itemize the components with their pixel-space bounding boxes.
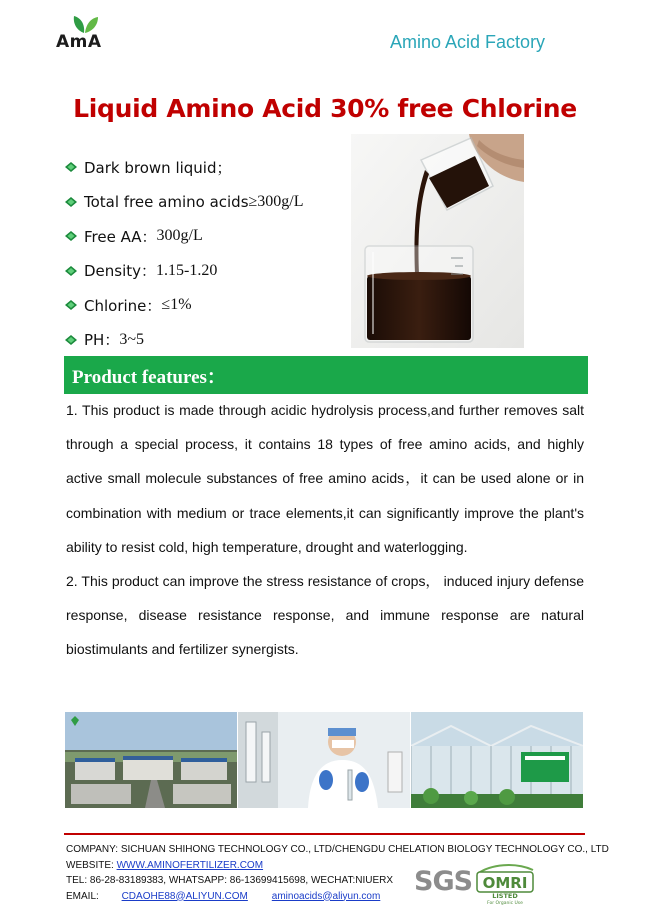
features-body bbox=[66, 393, 584, 667]
diamond-bullet-icon bbox=[64, 195, 78, 209]
spec-value: ≤1% bbox=[161, 296, 192, 314]
spec-label: Dark brown liquid； bbox=[84, 158, 232, 177]
spec-value: 1.15-1.20 bbox=[156, 261, 218, 279]
omri-listed: LISTED bbox=[492, 892, 518, 900]
email-label: EMAIL: bbox=[66, 890, 99, 902]
sgs-logo: SGS bbox=[414, 866, 473, 897]
list-item bbox=[64, 254, 344, 289]
diamond-bullet-icon bbox=[64, 264, 78, 278]
website-link[interactable]: WWW.AMINOFERTILIZER.COM bbox=[116, 859, 264, 871]
diamond-bullet-icon bbox=[64, 160, 78, 174]
email-link[interactable]: aminoacids@aliyun.com bbox=[271, 890, 381, 902]
contact-line: TEL: 86-28-83189383, WHATSAPP: 86-13699415698, WECHAT:NIUERX bbox=[66, 875, 394, 886]
factory-aerial-photo bbox=[65, 712, 237, 808]
omri-text: OMRI bbox=[482, 874, 528, 892]
list-item bbox=[64, 219, 344, 254]
spec-label: Density： bbox=[84, 262, 157, 281]
feature-paragraph: 2. This product can improve the stress resistance of crops， induced injury defense response, disease resistance response, and immune response are natural biostimulants and fertilizer synergists. bbox=[66, 573, 584, 658]
tagline: Amino Acid Factory bbox=[390, 32, 546, 52]
spec-list bbox=[64, 150, 344, 357]
spec-label: Free AA： bbox=[84, 227, 157, 246]
diamond-bullet-icon bbox=[64, 333, 78, 347]
feature-paragraph: 1. This product is made through acidic hydrolysis process,and further removes salt through a special process, it contains 18 types of free amino acids, and highly active small molecule substances of free amino acids，it can be used alone or in combination with medium or trace elements,it can significantly improve the plant's ability to resist cold, high temperature, drought and waterlogging. bbox=[66, 402, 584, 555]
features-heading: Product features： bbox=[72, 366, 226, 388]
omri-logo bbox=[473, 860, 537, 906]
list-item bbox=[64, 150, 344, 185]
laboratory-photo bbox=[238, 712, 410, 808]
website-label: WEBSITE: bbox=[66, 859, 117, 871]
product-photo bbox=[351, 134, 524, 348]
logo-text: AmA bbox=[56, 32, 102, 52]
diamond-bullet-icon bbox=[64, 229, 78, 243]
greenhouse-photo bbox=[411, 712, 583, 808]
brand-logo bbox=[56, 14, 116, 52]
footer-divider bbox=[64, 833, 585, 835]
features-heading-bar bbox=[64, 356, 588, 394]
email-link[interactable]: CDAOHE88@ALIYUN.COM bbox=[121, 890, 248, 902]
spec-label: Total free amino acids bbox=[84, 192, 249, 211]
company-line: COMPANY: SICHUAN SHIHONG TECHNOLOGY CO., LTD/CHENGDU CHELATION BIOLOGY TECHNOLOGY CO., LTD bbox=[66, 844, 609, 855]
diamond-bullet-icon bbox=[64, 298, 78, 312]
spec-label: PH： bbox=[84, 331, 120, 350]
spec-value: 300g/L bbox=[156, 227, 203, 245]
omri-note: For Organic Use bbox=[487, 901, 523, 906]
list-item bbox=[64, 323, 344, 358]
spec-value: 3~5 bbox=[119, 330, 144, 348]
spec-label: Chlorine： bbox=[84, 296, 162, 315]
spec-value: ≥300g/L bbox=[248, 192, 304, 210]
list-item bbox=[64, 288, 344, 323]
page-title: Liquid Amino Acid 30% free Chlorine bbox=[73, 94, 577, 123]
leaf-icon bbox=[70, 14, 100, 34]
list-item bbox=[64, 185, 344, 220]
